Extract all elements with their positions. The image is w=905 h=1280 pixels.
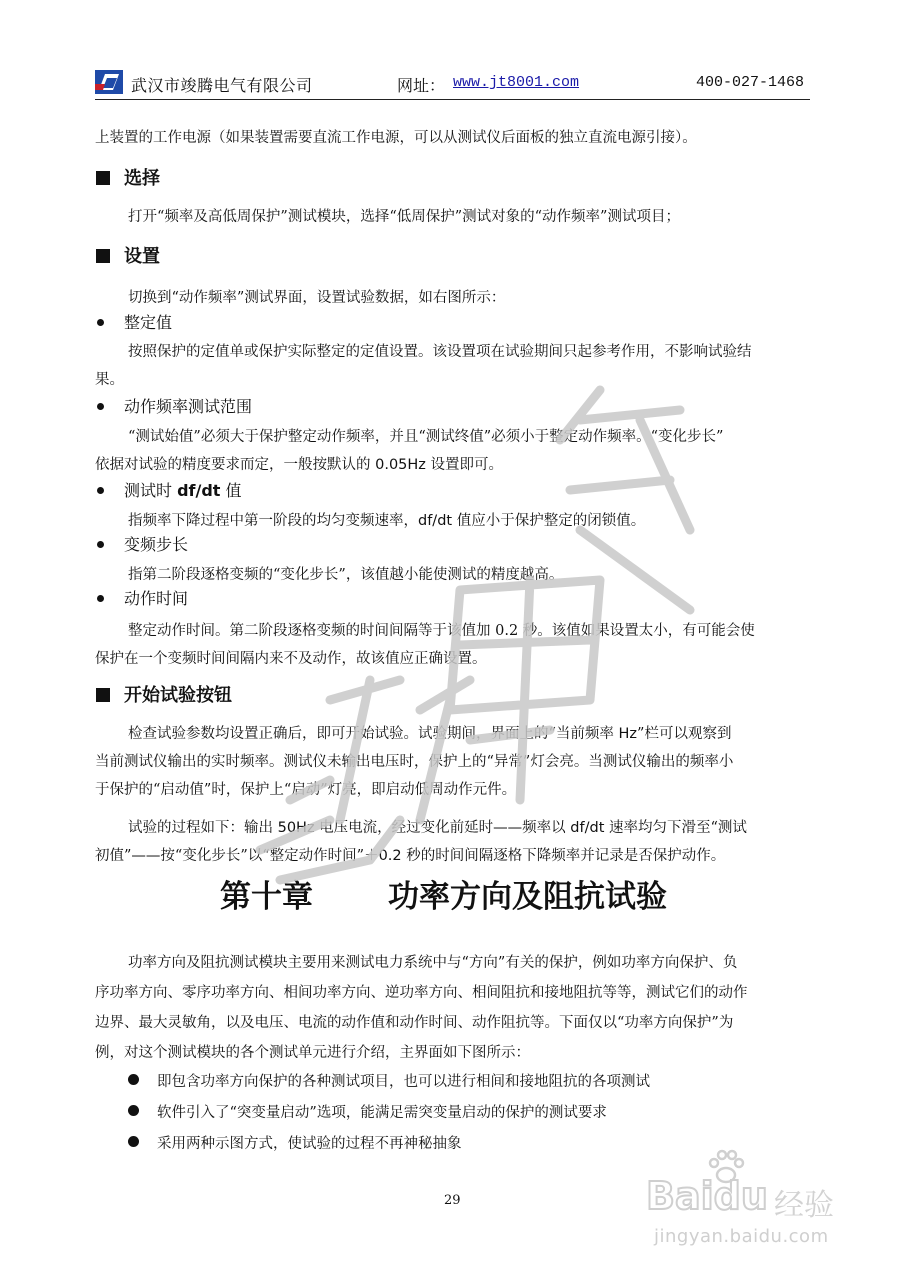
action-time-line2: 保护在一个变频时间间隔内来不及动作，故该值应正确设置。 xyxy=(95,651,487,667)
chapter-intro-line3: 边界、最大灵敏角，以及电压、电流的动作值和动作时间、动作阻抗等。下面仅以“功率方向保护”为 xyxy=(95,1015,734,1031)
section-heading-setup: 设置 xyxy=(96,242,160,268)
bullet-frequency-range: 动作频率测试范围 xyxy=(97,394,252,417)
chapter-title: 功率方向及阻抗试验 xyxy=(388,879,667,915)
action-time-line1: 整定动作时间。第二阶段逐格变频的时间间隔等于该值加 0.2 秒。该值如果设置太小，有可能会使 xyxy=(128,623,755,639)
setting-value-line1: 按照保护的定值单或保护实际整定的定值设置。该设置项在试验期间只起参考作用，不影响试验结 xyxy=(128,344,752,360)
baidu-jingyan-watermark xyxy=(646,1148,866,1248)
company-name: 武汉市竣腾电气有限公司 xyxy=(131,76,313,95)
phone-number: 400-027-1468 xyxy=(695,74,804,91)
setup-paragraph: 切换到“动作频率”测试界面，设置试验数据，如右图所示： xyxy=(128,290,506,306)
square-bullet-icon xyxy=(96,171,110,185)
jingyan-url: jingyan.baidu.com xyxy=(654,1226,829,1247)
feature-item: 即包含功率方向保护的各种测试项目，也可以进行相间和接地阻抗的各项测试 xyxy=(128,1068,818,1096)
bullet-action-time: 动作时间 xyxy=(97,586,188,609)
feature-item: 软件引入了“突变量启动”选项，能满足需突变量启动的保护的测试要求 xyxy=(128,1099,818,1127)
bullet-dot-icon xyxy=(97,595,104,602)
chapter-number: 第十章 xyxy=(220,879,313,915)
process-line2: 初值”——按“变化步长”以“整定动作时间”＋0.2 秒的时间间隔逐格下降频率并记录是否保护动作。 xyxy=(95,848,726,864)
start-line3: 于保护的“启动值”时，保护上“启动”灯亮，即启动低周动作元件。 xyxy=(95,782,517,798)
baidu-logo-text: Baidu xyxy=(646,1174,768,1218)
website-label: 网址： xyxy=(397,76,446,95)
bullet-dot-icon xyxy=(128,1136,139,1147)
section-heading-start: 开始试验按钮 xyxy=(96,681,232,707)
setting-value-line2: 果。 xyxy=(95,372,124,388)
bullet-dot-icon xyxy=(97,319,104,326)
chapter-intro-line1: 功率方向及阻抗测试模块主要用来测试电力系统中与“方向”有关的保护，例如功率方向保护、负 xyxy=(128,955,738,971)
page-number: 29 xyxy=(444,1193,461,1208)
feature-item: 采用两种示图方式，使试验的过程不再神秘抽象 xyxy=(128,1130,818,1158)
bullet-dot-icon xyxy=(97,541,104,548)
bullet-dot-icon xyxy=(97,403,104,410)
bullet-step-size: 变频步长 xyxy=(97,532,188,555)
square-bullet-icon xyxy=(96,249,110,263)
company-logo-icon xyxy=(95,70,123,94)
process-line1: 试验的过程如下：输出 50Hz 电压电流，经过变化前延时——频率以 df/dt 速率均匀下滑至“测试 xyxy=(128,820,747,836)
dfdt-description: 指频率下降过程中第一阶段的均匀变频速率，df/dt 值应小于保护整定的闭锁值。 xyxy=(128,513,646,529)
header-divider xyxy=(95,99,810,100)
intro-paragraph: 上装置的工作电源（如果装置需要直流工作电源，可以从测试仪后面板的独立直流电源引接）。 xyxy=(95,130,697,146)
frequency-range-line2: 依据对试验的精度要求而定，一般按默认的 0.05Hz 设置即可。 xyxy=(95,457,504,473)
chapter-intro-line2: 序功率方向、零序功率方向、相间功率方向、逆功率方向、相间阻抗和接地阻抗等等，测试它们的动作 xyxy=(95,985,748,1001)
bullet-dot-icon xyxy=(128,1105,139,1116)
start-line1: 检查试验参数均设置正确后，即可开始试验。试验期间，界面上的“当前频率 Hz”栏可以观察到 xyxy=(128,726,732,742)
jingyan-text: 经验 xyxy=(774,1188,834,1223)
section-heading-select: 选择 xyxy=(96,164,160,190)
bullet-dot-icon xyxy=(97,487,104,494)
step-size-description: 指第二阶段逐格变频的“变化步长”，该值越小能使测试的精度越高。 xyxy=(128,567,564,583)
chapter-intro-line4: 例，对这个测试模块的各个测试单元进行介绍，主界面如下图所示： xyxy=(95,1045,530,1061)
select-paragraph: 打开“频率及高低周保护”测试模块，选择“低周保护”测试对象的“动作频率”测试项目； xyxy=(128,209,680,225)
start-line2: 当前测试仪输出的实时频率。测试仪未输出电压时，保护上的“异常”灯会亮。当测试仪输出的频率小 xyxy=(95,754,734,770)
bullet-dfdt-value: 测试时 df/dt 值 xyxy=(97,478,242,501)
page-header xyxy=(95,70,810,100)
frequency-range-line1: “测试始值”必须大于保护整定动作频率，并且“测试终值”必须小于整定动作频率。“变化步长” xyxy=(128,429,724,445)
bullet-dot-icon xyxy=(128,1074,139,1085)
bullet-setting-value: 整定值 xyxy=(97,310,172,333)
website-link[interactable]: www.jt8001.com xyxy=(453,74,580,91)
square-bullet-icon xyxy=(96,688,110,702)
